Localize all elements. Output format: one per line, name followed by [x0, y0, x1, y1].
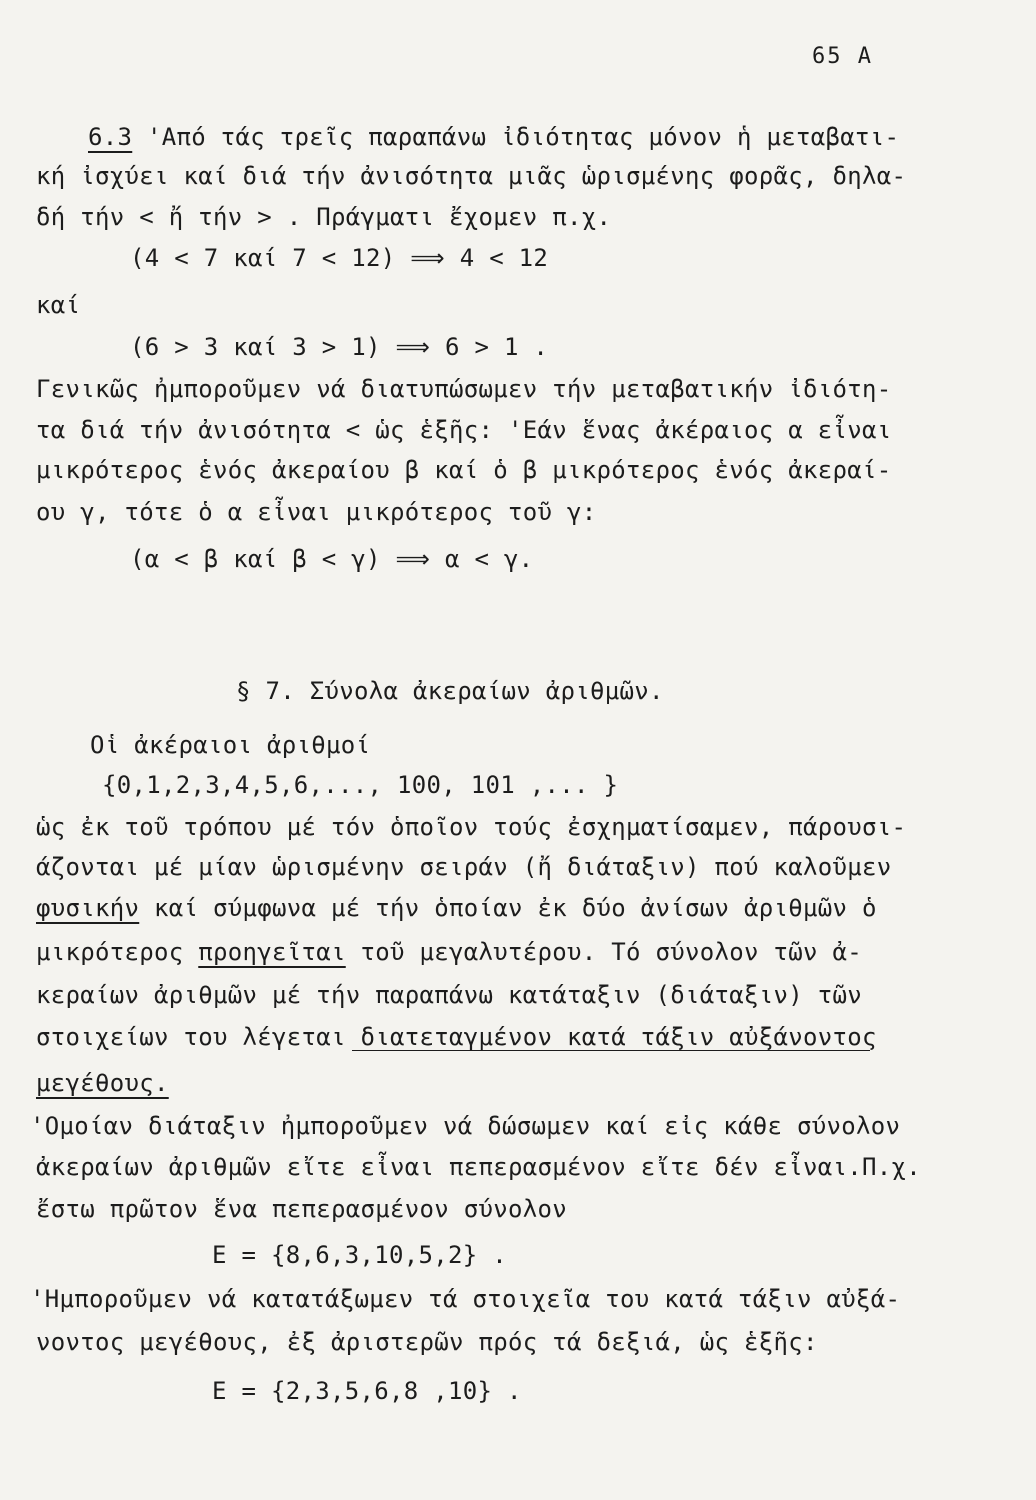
paragraph-general-line-4: ου γ, τότε ὁ α εἶναι μικρότερος τοῦ γ:	[36, 498, 597, 526]
paragraph-order-line-1: ὡς ἐκ τοῦ τρόπου μέ τόν ὁποῖον τούς ἐσχηματίσαμεν, πάρουσι-	[36, 813, 907, 841]
paragraph-general-line-2: τα διά τήν ἀνισότητα < ὡς ἑξῆς: 'Εάν ἕνας ἀκέραιος α εἶναι	[36, 416, 892, 444]
paragraph-order-line-7	[36, 1068, 169, 1098]
term-ordered: διατεταγμένον κατά τάξιν αὐξάνοντος	[360, 1023, 877, 1051]
paragraph-similar-line-3: ἔστω πρῶτον ἕνα πεπερασμένον σύνολον	[36, 1195, 567, 1223]
paragraph-arrange-line-2: νοντος μεγέθους, ἐξ ἀριστερῶν πρός τά δεξιά, ὡς ἑξῆς:	[36, 1328, 818, 1356]
paragraph-arrange-line-1: 'Ημποροῦμεν νά κατατάξωμεν τά στοιχεῖα του κατά τάξιν αὐξά-	[30, 1285, 901, 1313]
underline-ordered	[352, 1050, 870, 1051]
transitivity-formula: (α < β καί β < γ) ⟹ α < γ.	[130, 545, 534, 573]
paragraph-general-line-1: Γενικῶς ἠμποροῦμεν νά διατυπώσωμεν τήν μεταβατικήν ἰδιότη-	[36, 375, 892, 403]
integers-intro: Οἱ ἀκέραιοι ἀριθμοί	[90, 731, 371, 759]
paragraph-6-3-line-1	[88, 122, 899, 152]
line-text: καί σύμφωνα μέ τήν ὁποίαν ἐκ δύο ἀνίσων ἀριθμῶν ὁ	[139, 894, 877, 922]
term-magnitude: μεγέθους.	[36, 1069, 169, 1097]
paragraph-order-line-6	[36, 1022, 877, 1052]
paragraph-order-line-4	[36, 937, 862, 967]
formula-example-2: (6 > 3 καί 3 > 1) ⟹ 6 > 1 .	[130, 333, 549, 361]
paragraph-6-3-line-2: κή ἰσχύει καί διά τήν ἀνισότητα μιᾶς ὡρισμένης φορᾶς, δηλα-	[36, 162, 907, 190]
set-e-ordered: E = {2,3,5,6,8 ,10} .	[212, 1377, 522, 1405]
page-number: 65 A	[812, 44, 873, 69]
paragraph-order-line-5: κεραίων ἀριθμῶν μέ τήν παραπάνω κατάταξιν (διάταξιν) τῶν	[36, 981, 862, 1009]
line-text: τοῦ μεγαλυτέρου. Τό σύνολον τῶν ἀ-	[345, 938, 862, 966]
set-e-unordered: E = {8,6,3,10,5,2} .	[212, 1241, 507, 1269]
paragraph-order-line-3	[36, 893, 877, 923]
term-natural: φυσικήν	[36, 894, 140, 922]
paragraph-6-3-line-3: δή τήν < ἤ τήν > . Πράγματι ἔχομεν π.χ.	[36, 203, 612, 231]
line-text: στοιχείων του λέγεται	[36, 1023, 361, 1051]
natural-numbers-set: {0,1,2,3,4,5,6,..., 100, 101 ,... }	[102, 771, 619, 799]
paragraph-similar-line-2: ἀκεραίων ἀριθμῶν εἴτε εἶναι πεπερασμένον εἴτε δέν εἶναι.Π.χ.	[36, 1153, 921, 1181]
section-7-heading: § 7. Σύνολα ἀκεραίων ἀριθμῶν.	[236, 677, 664, 705]
conjunction-line: καί	[36, 291, 81, 319]
line-text: μικρότερος	[36, 938, 199, 966]
paragraph-general-line-3: μικρότερος ἑνός ἀκεραίου β καί ὁ β μικρότερος ἑνός ἀκεραί-	[36, 456, 892, 484]
paragraph-order-line-2: άζονται μέ μίαν ὡρισμένην σειράν (ἤ διάταξιν) πού καλοῦμεν	[36, 853, 892, 881]
term-precedes: προηγεῖται	[198, 938, 346, 966]
formula-example-1: (4 < 7 καί 7 < 12) ⟹ 4 < 12	[130, 244, 549, 272]
line-text: 'Από τάς τρεῖς παραπάνω ἰδιότητας μόνον ἡ μεταβατι-	[147, 123, 900, 151]
paragraph-similar-line-1: 'Ομοίαν διάταξιν ἠμποροῦμεν νά δώσωμεν καί εἰς κάθε σύνολον	[30, 1112, 901, 1140]
section-number: 6.3	[88, 123, 133, 151]
